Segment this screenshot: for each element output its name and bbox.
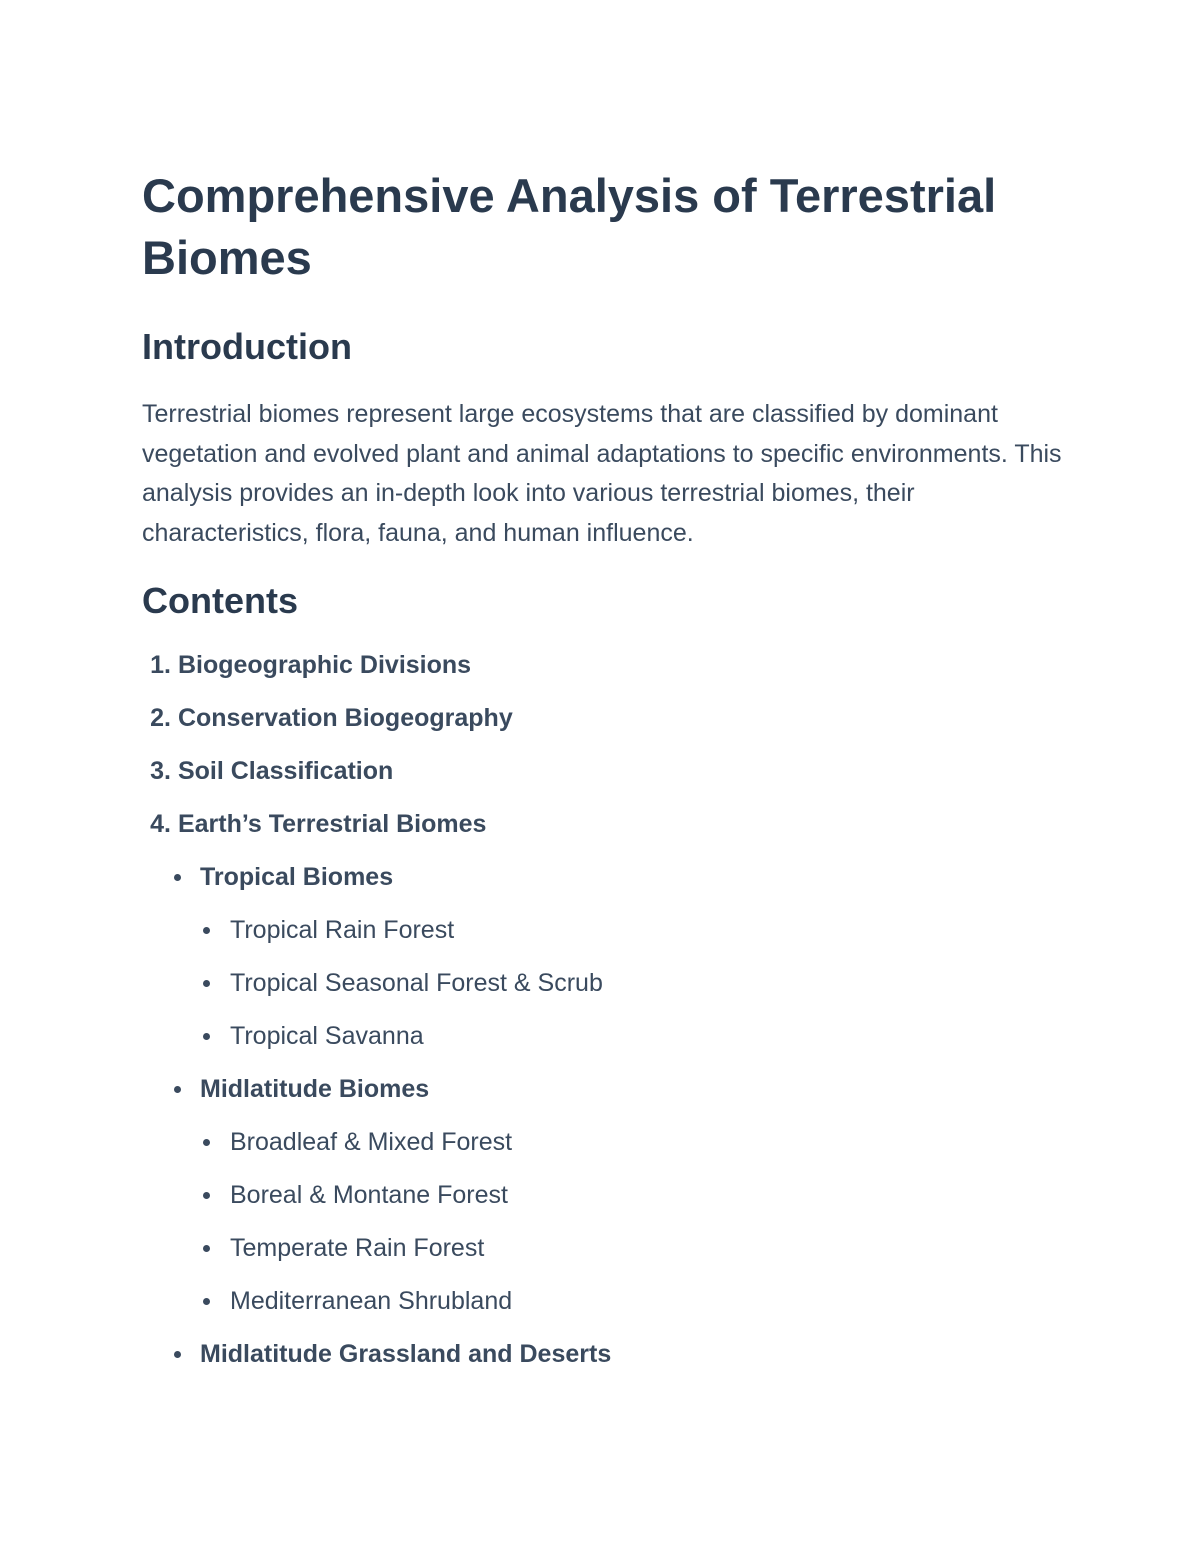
toc-subitem-label: Midlatitude Grassland and Deserts [200,1340,612,1368]
toc-subsubitem-broadleaf-mixed-forest [142,1126,1072,1179]
toc-subsubitem-label: Mediterranean Shrubland [230,1287,513,1315]
bullet-icon [174,1086,181,1093]
introduction-paragraph: Terrestrial biomes represent large ecosystems that are classified by dominant vegetation and evolved plant and animal adaptations to specific environments. This analysis provides an in-depth look into various terrestrial biomes, their characteristics, flora, fauna, and human influence. [142,400,1062,547]
bullet-icon [174,1351,181,1358]
toc-label: Soil Classification [177,757,394,785]
toc-subitem-label: Midlatitude Biomes [200,1075,430,1103]
introduction-heading: Introduction [142,326,352,367]
toc-subsubitem-tropical-rain-forest [142,914,1072,967]
toc-subsubitem-temperate-rain-forest [142,1232,1072,1285]
bullet-icon [203,1298,210,1305]
toc-subsubitem-label: Tropical Seasonal Forest & Scrub [230,969,603,997]
toc-subsubitem-mediterranean-shrubland [142,1285,1072,1338]
table-of-contents [142,649,1072,1391]
bullet-icon [174,874,181,881]
toc-number: 1. [150,651,171,679]
toc-item-conservation-biogeography [142,702,1072,755]
toc-number: 3. [150,757,171,785]
bullet-icon [203,1139,210,1146]
bullet-icon [203,927,210,934]
toc-subitem-midlatitude-grassland-deserts [142,1338,1072,1391]
toc-number: 4. [150,810,171,838]
toc-subsubitem-label: Broadleaf & Mixed Forest [230,1128,513,1156]
toc-label: Biogeographic Divisions [177,651,472,679]
toc-subsubitem-label: Tropical Savanna [230,1022,424,1050]
toc-subsubitem-label: Temperate Rain Forest [230,1234,485,1262]
document-page [142,165,1072,1391]
bullet-icon [203,1192,210,1199]
toc-subsubitem-label: Tropical Rain Forest [230,916,455,944]
bullet-icon [203,980,210,987]
toc-subsubitem-tropical-savanna [142,1020,1072,1073]
toc-item-biogeographic-divisions [142,649,1072,702]
toc-subitem-label: Tropical Biomes [200,863,394,891]
toc-label: Earth’s Terrestrial Biomes [177,810,487,838]
toc-item-terrestrial-biomes [142,808,1072,861]
toc-number: 2. [150,704,171,732]
toc-label: Conservation Biogeography [177,704,513,732]
toc-subitem-tropical-biomes [142,861,1072,914]
toc-subitem-midlatitude-biomes [142,1073,1072,1126]
toc-subsubitem-tropical-seasonal-forest [142,967,1072,1020]
bullet-icon [203,1033,210,1040]
document-title: Comprehensive Analysis of Terrestrial Biomes [142,169,997,284]
contents-heading: Contents [142,580,298,621]
toc-item-soil-classification [142,755,1072,808]
toc-subsubitem-label: Boreal & Montane Forest [230,1181,508,1209]
bullet-icon [203,1245,210,1252]
toc-subsubitem-boreal-montane-forest [142,1179,1072,1232]
